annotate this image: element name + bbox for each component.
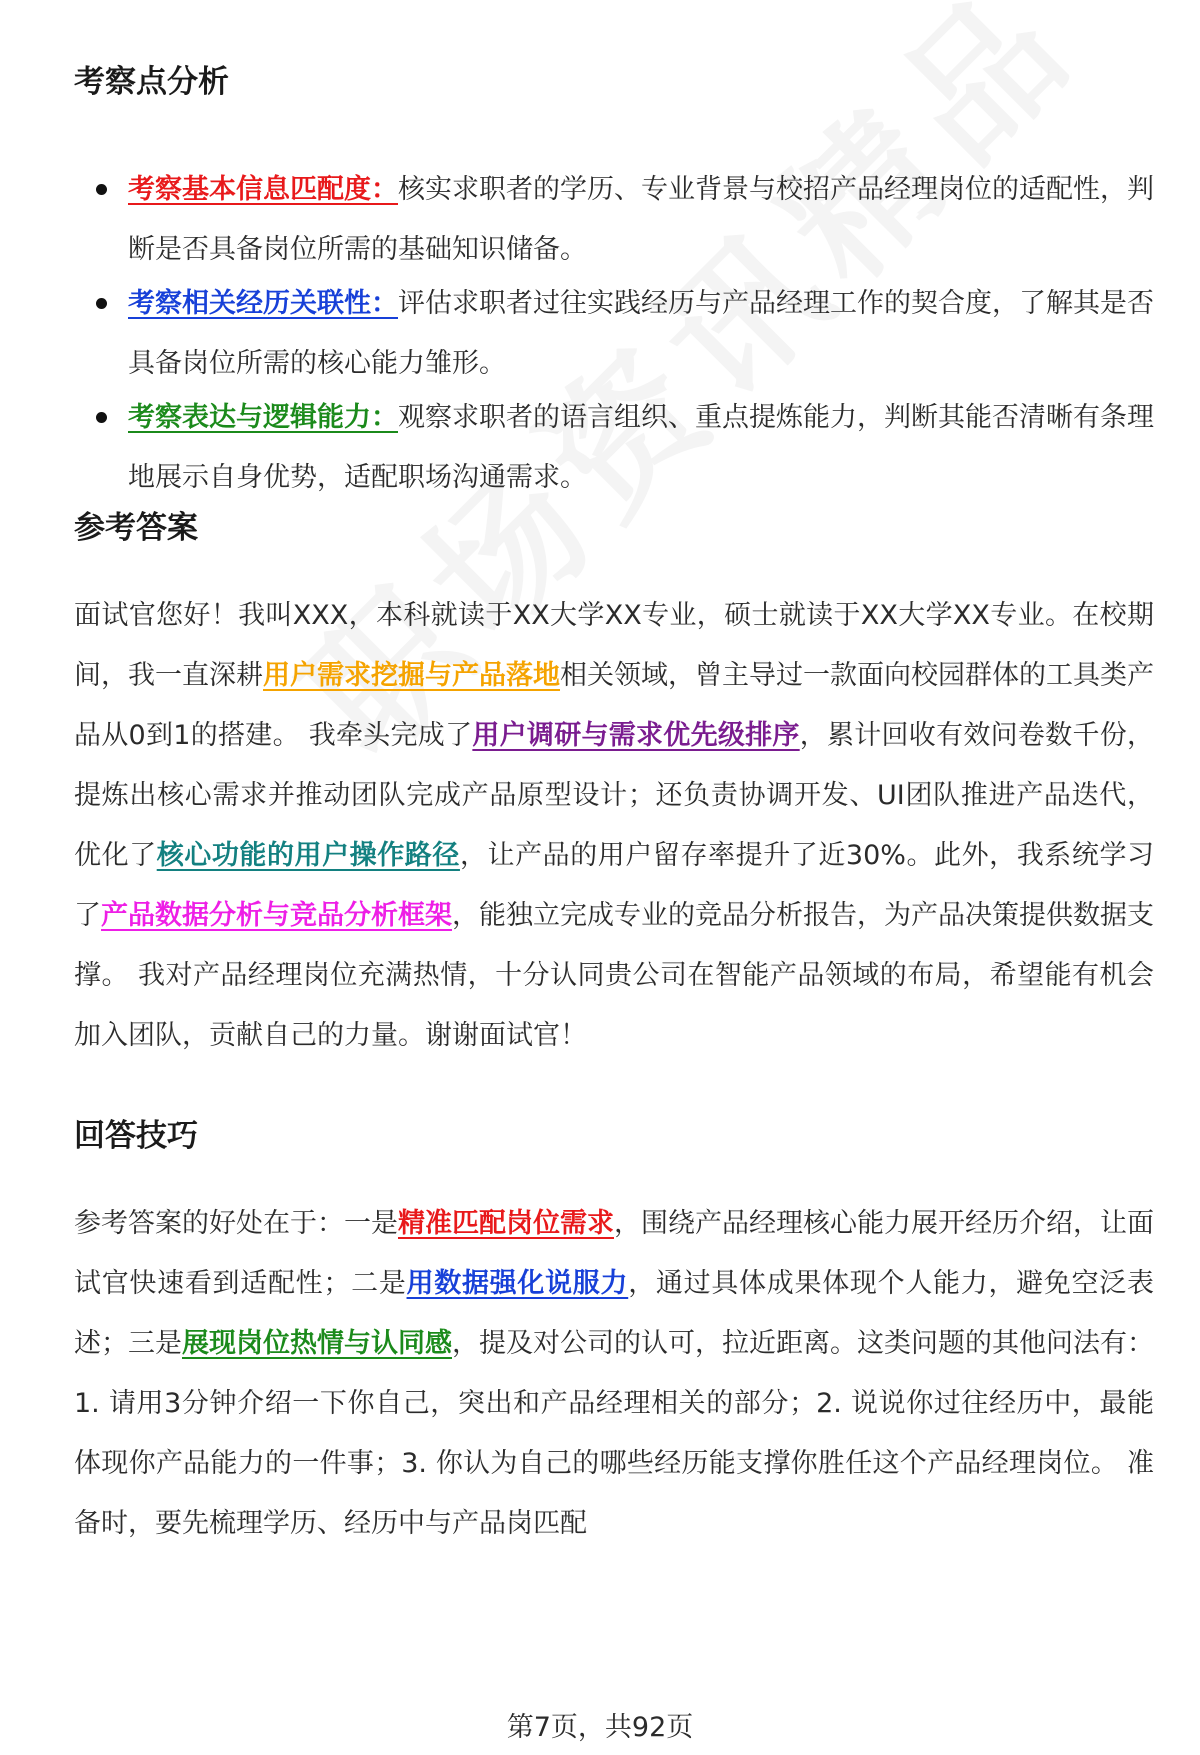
highlight-data-analysis: 产品数据分析与竞品分析框架 (101, 900, 452, 931)
analysis-points-list (74, 160, 1154, 508)
point-text: 核实求职者的学历、专业背景与校招产品经理岗位的适配性，判断是否具备岗位所需的基础知识储备。 (128, 174, 1154, 265)
point-text: 评估求职者过往实践经历与产品经理工作的契合度，了解其是否具备岗位所需的核心能力雏形。 (128, 288, 1154, 379)
highlight-user-path: 核心功能的用户操作路径 (156, 840, 460, 871)
tips-text: ，提及对公司的认可，拉近距离。这类问题的其他问法有：1. 请用3分钟介绍一下你自己，突出和产品经理相关的部分；2. 说说你过往经历中，最能体现你产品能力的一件事；3. 你认为自己的哪些经历能支撑你胜任这个产品经理岗位。 准备时，要先梳理学历、经历中与产品岗匹配 (74, 1328, 1154, 1539)
answer-text: ，累计回收有效问卷数千份，提炼出核心需求并推动团队完成产品原型设计；还负责协调开发、UI团队推进产品迭代，优化了 (74, 720, 1155, 871)
highlight-data-persuasion: 用数据强化说服力 (406, 1268, 629, 1299)
answer-text: 面试官您好！我叫XXX，本科就读于XX大学XX专业，硕士就读于XX大学XX专业。在校期间，我一直深耕 (74, 600, 1154, 691)
answer-paragraph (74, 586, 1154, 1066)
list-item (74, 160, 1154, 280)
point-label: 考察表达与逻辑能力： (128, 402, 398, 433)
section-title-tips: 回答技巧 (74, 1118, 198, 1154)
answer-text: ，让产品的用户留存率提升了近30%。此外，我系统学习了 (74, 840, 1155, 931)
list-item (74, 274, 1154, 394)
point-label: 考察基本信息匹配度： (128, 174, 398, 205)
list-item (74, 388, 1154, 508)
highlight-passion: 展现岗位热情与认同感 (182, 1328, 452, 1359)
tips-text: ，通过具体成果体现个人能力，避免空泛表述；三是 (74, 1268, 1155, 1359)
answer-text: ，能独立完成专业的竞品分析报告，为产品决策提供数据支撑。 我对产品经理岗位充满热情，十分认同贵公司在智能产品领域的布局，希望能有机会加入团队，贡献自己的力量。谢谢面试官！ (74, 900, 1154, 1051)
highlight-job-match: 精准匹配岗位需求 (398, 1208, 614, 1239)
point-label: 考察相关经历关联性： (128, 288, 398, 319)
tips-text: 参考答案的好处在于：一是 (74, 1208, 398, 1239)
answer-text: 相关领域，曾主导过一款面向校园群体的工具类产品从0到1的搭建。 我牵头完成了 (74, 660, 1154, 751)
highlight-user-research: 用户调研与需求优先级排序 (472, 720, 800, 751)
page-number: 第7页，共92页 (506, 1712, 694, 1743)
section-title-answer: 参考答案 (74, 510, 198, 546)
tips-text: ，围绕产品经理核心能力展开经历介绍，让面试官快速看到适配性；二是 (74, 1208, 1154, 1299)
point-text: 观察求职者的语言组织、重点提炼能力，判断其能否清晰有条理地展示自身优势，适配职场沟通需求。 (128, 402, 1154, 493)
highlight-user-needs: 用户需求挖掘与产品落地 (263, 660, 560, 691)
tips-paragraph (74, 1194, 1154, 1554)
section-title-analysis: 考察点分析 (74, 64, 229, 100)
